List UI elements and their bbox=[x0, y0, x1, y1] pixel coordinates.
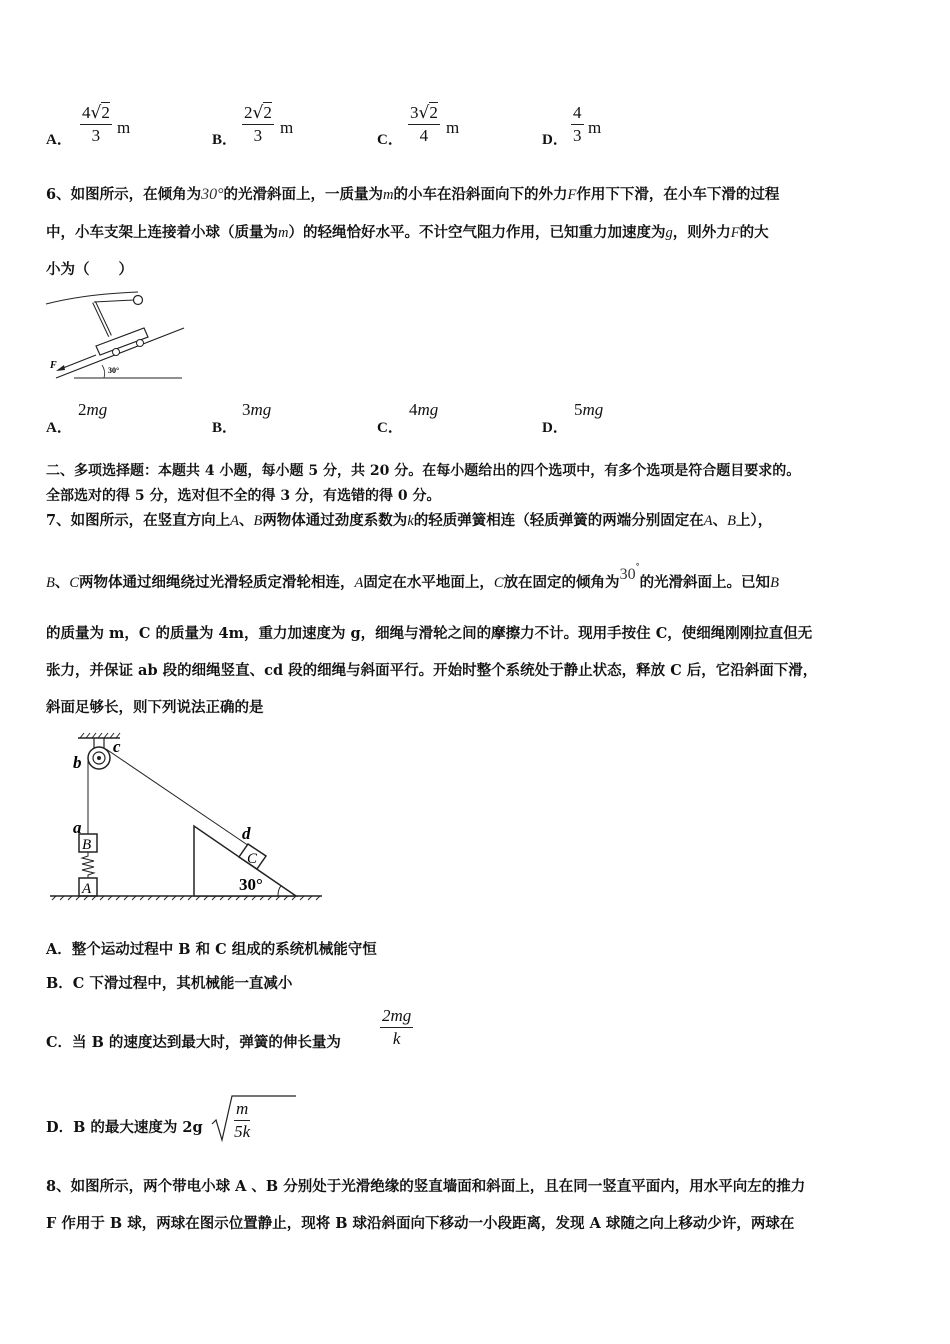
q7-line-5: 斜面足够长，则下列说法正确的是 bbox=[46, 699, 264, 716]
q7-line-4: 张力，并保证 ab 段的细绳竖直、cd 段的细绳与斜面平行。开始时整个系统处于静止状态，释放 C 后，它沿斜面下滑， bbox=[46, 662, 818, 679]
section2-heading-line-2: 全部选对的得 5 分，选对但不全的得 3 分，有选错的得 0 分。 bbox=[46, 488, 441, 504]
angle-arc bbox=[102, 365, 105, 378]
q7-option-d[interactable]: D．B 的最大速度为 2g $\frac{m}{5k}$ bbox=[46, 1092, 466, 1144]
q6-figure-cart-incline bbox=[44, 288, 186, 384]
q7-option-a[interactable]: A．整个运动过程中 B 和 C 组成的系统机械能守恒 bbox=[46, 941, 377, 958]
q7-line-2: B、C两物体通过细绳绕过光滑轻质定滑轮相连，A固定在水平地面上，C放在固定的倾角为30°的光滑斜面上。已知B bbox=[46, 562, 779, 591]
section2-heading-line-1: 二、多项选择题：本题共 4 小题，每小题 5 分，共 20 分。在每小题给出的四个选项中，有多个选项是符合题目要求的。 bbox=[46, 463, 801, 479]
label-a: a bbox=[73, 818, 82, 837]
q7-option-b[interactable]: B．C 下滑过程中，其机械能一直减小 bbox=[46, 975, 293, 992]
horizontal-string bbox=[94, 300, 134, 302]
q6-line-3: 小为（ ） bbox=[46, 261, 133, 278]
block-c-label: C bbox=[247, 851, 258, 867]
q6-line-2: 中，小车支架上连接着小球（质量为m）的轻绳恰好水平。不计空气阻力作用，已知重力加速度为g，则外力F的大 bbox=[46, 224, 769, 241]
rope-cd bbox=[106, 749, 252, 848]
label-d: d bbox=[242, 824, 251, 843]
q7-line-3: 的质量为 m，C 的质量为 4m，重力加速度为 g，细绳与滑轮之间的摩擦力不计。现用手按住 C，使细绳刚刚拉直但无 bbox=[46, 625, 813, 642]
q8-line-1: 8、如图所示，两个带电小球 A 、B 分别处于光滑绝缘的竖直墙面和斜面上，且在同一竖直平面内，用水平向左的推力 bbox=[46, 1178, 806, 1195]
q5-options: A． $\frac{4√2}{3}$ m B． $\frac{2√2}{3}$ m C． $\frac{3√2}{4}$ m D． $\frac{4}{3}$ m bbox=[46, 103, 602, 148]
block-b-label: B bbox=[82, 837, 92, 853]
label-c: c bbox=[113, 737, 121, 756]
cart-wheel-2 bbox=[137, 340, 144, 347]
spring bbox=[82, 852, 94, 878]
sqrt-sign bbox=[210, 1092, 300, 1144]
ceiling-line bbox=[46, 292, 138, 304]
q8-line-2: F 作用于 B 球，两球在图示位置静止，现将 B 球沿斜面向下移动一小段距离，发现 A 球随之向上移动少许，两球在 bbox=[46, 1215, 795, 1232]
q6-options: A． 2mg B． 3mg C． 4mg D． 5mg bbox=[46, 400, 604, 436]
pulley-axle bbox=[97, 756, 101, 760]
incline-surface bbox=[56, 328, 184, 378]
q6-line-1: 6、如图所示，在倾角为30°的光滑斜面上，一质量为m的小车在沿斜面向下的外力F作用下下滑，在小车下滑的过程 bbox=[46, 186, 780, 203]
block-a-label: A bbox=[82, 881, 92, 897]
incline-angle-label: 30° bbox=[239, 875, 263, 894]
force-label: F bbox=[50, 360, 57, 371]
angle-label: 30° bbox=[108, 366, 120, 375]
cart-post-inner bbox=[94, 302, 110, 336]
force-arrow-head bbox=[56, 365, 65, 371]
cart-wheel-1 bbox=[113, 349, 120, 356]
q7-option-c[interactable]: C．当 B 的速度达到最大时，弹簧的伸长量为 $\frac{2mg}{k}$ bbox=[46, 1006, 412, 1051]
small-ball bbox=[134, 296, 143, 305]
q7-figure-pulley-system bbox=[46, 730, 326, 905]
label-b: b bbox=[73, 753, 82, 772]
q7-line-1: 7、如图所示，在竖直方向上A、B两物体通过劲度系数为k的轻质弹簧相连（轻质弹簧的两端分别固定在A、B上）， bbox=[46, 512, 773, 529]
